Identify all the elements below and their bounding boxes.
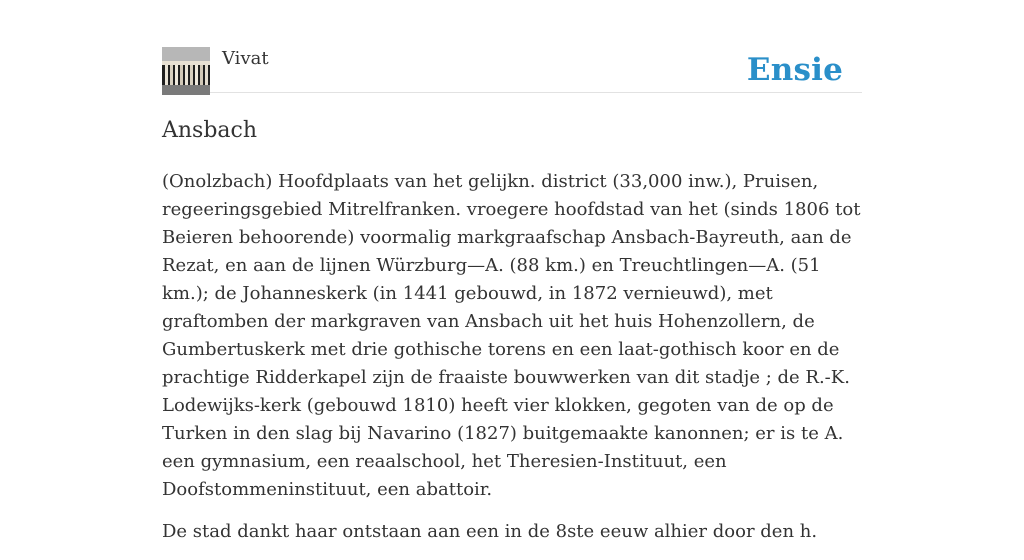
entry-title: Ansbach	[162, 118, 258, 143]
entry-body	[162, 168, 862, 560]
author-name[interactable]: Vivat	[222, 48, 269, 69]
entry-paragraph: De stad dankt haar ontstaan aan een in de 8ste eeuw alhier door den h.	[162, 521, 818, 542]
bookshelf-avatar-icon	[162, 47, 210, 95]
ensie-logo[interactable]: Ensie	[746, 52, 843, 88]
site-header	[162, 46, 862, 93]
entry-paragraph: (Onolzbach) Hoofdplaats van het gelijkn. district (33,000 inw.), Pruisen, regeeringsgebied Mitrelfranken. vroegere hoofdstad van het (sinds 1806 tot Beieren behoorende) voormalig markgraafschap Ansbach-Bayreuth, aan de Rezat, en aan de lijnen Würzburg—A. (88 km.) en Treuchtlingen—A. (51 km.); de Johanneskerk (in 1441 gebouwd, in 1872 vernieuwd), met graftomben der markgraven van Ansbach uit het huis Hohenzollern, de Gumbertuskerk met drie gothische torens en een laat-gothisch koor en de prachtige Ridderkapel zijn de fraaiste bouwwerken van dit stadje ; de R.-K. Lodewijks-kerk (gebouwd 1810) heeft vier klokken, gegoten van de op de Turken in den slag bij Navarino (1827) buitgemaakte kanonnen; er is te A. een gymnasium, een reaalschool, het Theresien-Instituut, een Doofstommeninstituut, een abattoir.	[162, 171, 861, 500]
author-avatar[interactable]	[162, 47, 210, 95]
